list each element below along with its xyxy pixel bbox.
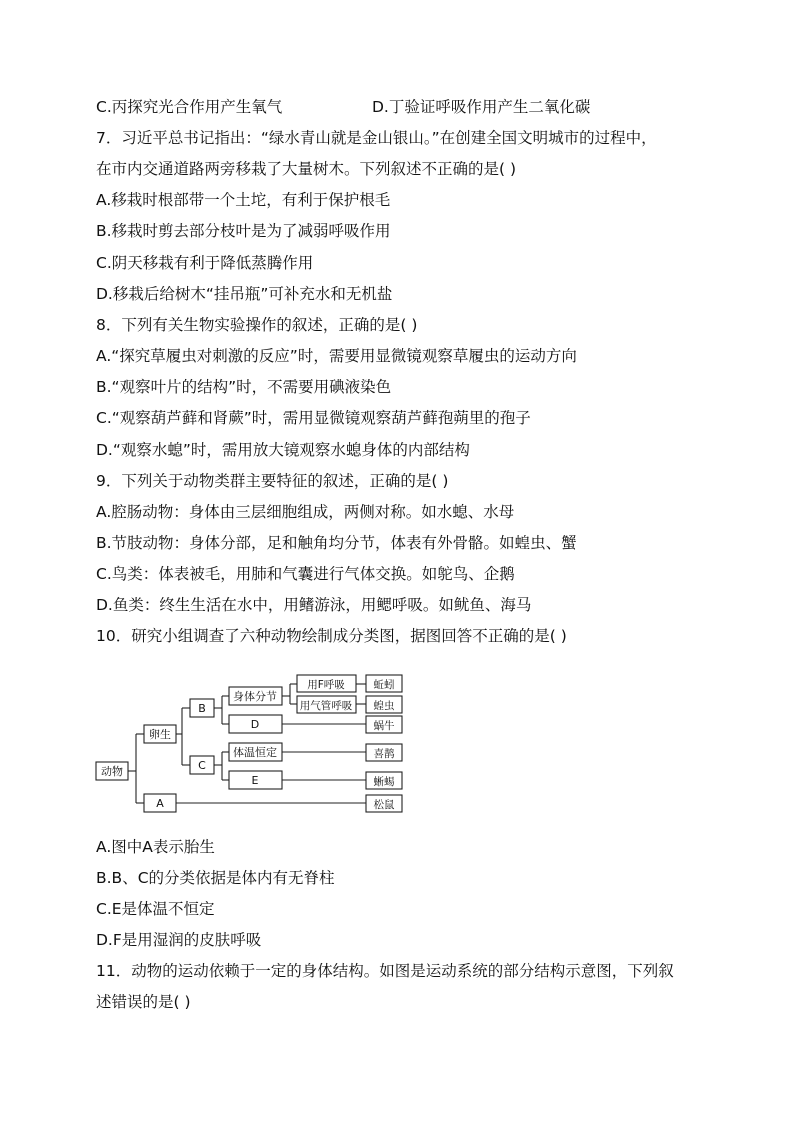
q10-option-d: D.F是用湿润的皮肤呼吸 (96, 931, 262, 949)
q7-stem-line-2: 在市内交通道路两旁移栽了大量树木。下列叙述不正确的是( ) (96, 160, 517, 178)
leaf-earthworm-label: 蚯蚓 (373, 679, 395, 691)
q7-stem-line-1: 7．习近平总书记指出：“绿水青山就是金山银山。”在创建全国文明城市的过程中， (96, 129, 657, 147)
leaf-lizard-label: 蜥蜴 (373, 776, 395, 788)
q9-option-d: D.鱼类：终生生活在水中，用鳍游泳，用鳃呼吸。如鱿鱼、海马 (96, 596, 532, 614)
q9-option-b: B.节肢动物：身体分部，足和触角均分节，体表有外骨骼。如蝗虫、蟹 (96, 534, 577, 552)
q11-stem-line-2: 述错误的是( ) (96, 993, 191, 1011)
q8-option-c: C.“观察葫芦藓和肾蕨”时，需用显微镜观察葫芦藓孢蒴里的孢子 (96, 409, 531, 427)
q7-option-d: D.移栽后给树木“挂吊瓶”可补充水和无机盐 (96, 285, 393, 303)
q9-option-c: C.鸟类：体表被毛，用肺和气囊进行气体交换。如鸵鸟、企鹅 (96, 565, 515, 583)
q10-option-a: A.图中A表示胎生 (96, 838, 215, 856)
q7-option-a: A.移栽时根部带一个土坨，有利于保护根毛 (96, 191, 391, 209)
q8-option-d: D.“观察水螅”时，需用放大镜观察水螅身体的内部结构 (96, 441, 470, 459)
node-a-label: A (156, 797, 164, 810)
node-constant-temp-label: 体温恒定 (233, 746, 277, 759)
leaf-snail-label: 蜗牛 (373, 720, 395, 732)
node-resp-f-label: 用F呼吸 (307, 679, 345, 691)
q6-option-d: D.丁验证呼吸作用产生二氧化碳 (372, 98, 591, 116)
q6-option-c: C.丙探究光合作用产生氧气 (96, 98, 283, 116)
leaf-squirrel-label: 松鼠 (373, 799, 395, 811)
leaf-magpie-label: 喜鹊 (373, 748, 395, 760)
node-d-label: D (250, 718, 260, 731)
q11-stem-line-1: 11．动物的运动依赖于一定的身体结构。如图是运动系统的部分结构示意图，下列叙 (96, 962, 674, 980)
node-resp-trachea-label: 用气管呼吸 (299, 700, 353, 712)
q10-stem: 10．研究小组调查了六种动物绘制成分类图，据图回答不正确的是( ) (96, 627, 567, 645)
q9-stem: 9．下列关于动物类群主要特征的叙述，正确的是( ) (96, 472, 449, 490)
q7-option-c: C.阴天移栽有利于降低蒸腾作用 (96, 254, 314, 272)
q8-stem: 8．下列有关生物实验操作的叙述，正确的是( ) (96, 316, 418, 334)
node-egg-label: 卵生 (149, 728, 171, 741)
q7-option-b: B.移栽时剪去部分枝叶是为了减弱呼吸作用 (96, 222, 391, 240)
node-segmented-label: 身体分节 (233, 690, 277, 703)
node-b-label: B (198, 702, 206, 715)
node-root-label: 动物 (101, 765, 123, 778)
q8-option-b: B.“观察叶片的结构”时，不需要用碘液染色 (96, 378, 392, 396)
q10-option-b: B.B、C的分类依据是体内有无脊柱 (96, 869, 335, 887)
node-e-label: E (251, 774, 259, 787)
leaf-locust-label: 蝗虫 (373, 700, 395, 712)
q8-option-a: A.“探究草履虫对刺激的反应”时，需要用显微镜观察草履虫的运动方向 (96, 347, 577, 365)
q9-option-a: A.腔肠动物：身体由三层细胞组成，两侧对称。如水螅、水母 (96, 503, 515, 521)
q10-option-c: C.E是体温不恒定 (96, 900, 215, 918)
node-c-label: C (198, 759, 206, 772)
